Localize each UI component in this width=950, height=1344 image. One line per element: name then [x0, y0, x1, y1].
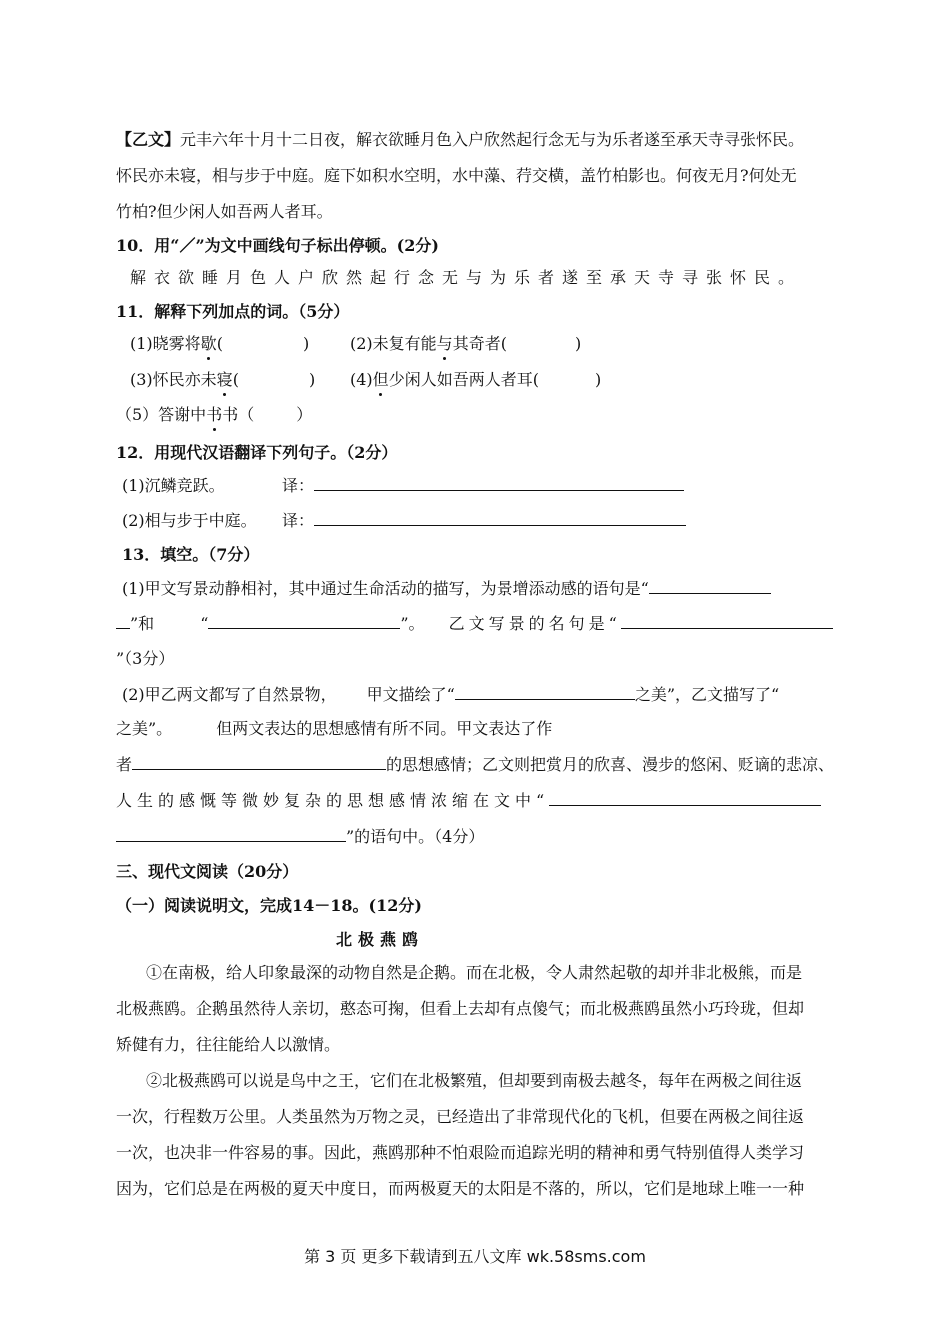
q11-item-3-close: )	[308, 370, 316, 389]
question-13-title: 13．填空。（7分）	[122, 545, 260, 564]
q11-item-1-dotted-word: 歇	[200, 334, 217, 353]
q12-yi-2: 译：	[282, 511, 315, 530]
q11-item-5-text: （5）答谢中	[116, 405, 207, 424]
article-p2-line4: 因为，它们总是在两极的夏天中度日，而两极夏天的太阳是不落的，所以，它们是地球上唯一一种	[116, 1179, 805, 1198]
q13-blank-1-cont[interactable]	[116, 613, 130, 629]
q13-blank-3[interactable]	[621, 613, 833, 629]
question-10-sentence: 解衣欲睡月色人户欣然起行念无与为乐者遂至承天寺寻张怀民。	[130, 268, 803, 287]
q13-part1-text-e: 乙文写景的名句是“	[448, 614, 621, 633]
q11-item-4-text: (4)	[350, 370, 373, 389]
q11-item-2-close: )	[574, 334, 582, 353]
q12-answer-line-2[interactable]	[314, 525, 686, 526]
q11-item-3	[130, 370, 315, 390]
article-title: 北极燕鸥	[336, 930, 425, 949]
article-p1-line3: 矫健有力，往往能给人以激情。	[116, 1035, 341, 1054]
q13-part2-text-a: (2)甲乙两文都写了自然景物，	[122, 685, 337, 704]
yiwen-line-3: 竹柏?但少闲人如吾两人者耳。	[116, 202, 333, 221]
q13-part1-quote-open: “	[200, 614, 209, 633]
article-p2-line2: 一次，行程数万公里。人类虽然为万物之灵，已经造出了非常现代化的飞机，但要在两极之间往返	[116, 1107, 805, 1126]
article-p2-line1: ②北极燕鸥可以说是鸟中之王，它们在北极繁殖，但却要到南极去越冬，每年在两极之间往返	[146, 1071, 803, 1090]
q12-sentence-1: (1)沉鳞竞跃。	[122, 476, 225, 495]
page-footer: 第 3 页 更多下载请到五八文库 wk.58sms.com	[304, 1247, 646, 1266]
q13-part1-and: ”和	[130, 614, 155, 633]
q13-part2-line4	[116, 790, 821, 811]
q13-blank-6[interactable]	[549, 790, 821, 806]
q13-part1-quote-close: ”。	[400, 614, 425, 633]
q11-item-5-dotted-word: 书	[206, 405, 223, 424]
yiwen-text-1: 元丰六年十月十二日夜，解衣欲睡月色入户欣然起行念无与为乐者遂至承天寺寻张怀民。	[180, 130, 805, 149]
q13-part2-text-f: 者	[116, 755, 133, 774]
q11-item-3-text: (3)怀民亦未	[130, 370, 217, 389]
q13-part2-line5	[116, 826, 484, 847]
q11-item-3-open: (	[232, 370, 239, 389]
q13-part2-text-c: 之美”，乙文描写了“	[634, 685, 780, 704]
q11-item-4-dotted-word: 但	[372, 370, 389, 389]
q13-part1-line2	[116, 613, 833, 634]
q13-blank-5[interactable]	[132, 754, 386, 770]
q11-item-5-open: 书（	[222, 405, 255, 424]
q11-item-5-close: ）	[296, 405, 313, 424]
q11-item-5	[116, 405, 312, 425]
q13-part2-text-i: ”的语句中。（4分）	[346, 827, 485, 846]
q13-part2-line3	[116, 754, 834, 775]
q12-yi-1: 译：	[282, 476, 315, 495]
q13-blank-4[interactable]	[455, 684, 635, 700]
q13-part2-text-e: 但两文表达的思想感情有所不同。甲文表达了作	[216, 719, 553, 738]
q11-item-4-open: 少闲人如吾两人者耳(	[388, 370, 539, 389]
q12-sentence-2: (2)相与步于中庭。	[122, 511, 257, 530]
q13-part1-text-a: (1)甲文写景动静相衬，其中通过生命活动的描写，为景增添动感的语句是“	[122, 579, 649, 598]
q11-item-1-close: )	[302, 334, 310, 353]
q13-part2-line1	[122, 684, 779, 705]
q11-item-2-text: (2)未复有能	[350, 334, 437, 353]
q13-part2-text-b: 甲文描绘了“	[366, 685, 455, 704]
q13-blank-1[interactable]	[649, 578, 771, 594]
q13-part2-text-g: 的思想感情；乙文则把赏月的欣喜、漫步的悠闲、贬谪的悲凉、	[386, 755, 835, 774]
q13-part1-line3: ”（3分）	[116, 649, 175, 668]
q11-item-1	[130, 334, 309, 354]
q11-item-1-open: (	[216, 334, 223, 353]
q13-blank-6-cont[interactable]	[116, 826, 346, 842]
article-p2-line3: 一次，也决非一件容易的事。因此，燕鸥那种不怕艰险而追踪光明的精神和勇气特别值得人类学习	[116, 1143, 805, 1162]
q13-part2-line2	[116, 719, 552, 739]
q13-part2-text-d: 之美”。	[116, 719, 173, 738]
q11-item-2-open: 其奇者(	[452, 334, 507, 353]
q11-item-2-dotted-word: 与	[436, 334, 453, 353]
yiwen-label: 【乙文】	[116, 130, 181, 149]
q11-item-2	[350, 334, 581, 354]
q11-item-4	[350, 370, 601, 390]
q11-item-4-close: )	[594, 370, 602, 389]
yiwen-line-2: 怀民亦未寝，相与步于中庭。庭下如积水空明，水中藻、荇交横，盖竹柏影也。何夜无月?何处无	[116, 166, 797, 185]
question-11-title: 11．解释下列加点的词。（5分）	[116, 302, 350, 321]
q12-answer-line-1[interactable]	[314, 490, 684, 491]
section-3-subtitle: （一）阅读说明文，完成14－18。(12分)	[116, 896, 422, 915]
question-10-title: 10．用“／”为文中画线句子标出停顿。(2分)	[116, 236, 439, 255]
q11-item-1-text: (1)晓雾将	[130, 334, 201, 353]
article-p1-line2: 北极燕鸥。企鹅虽然待人亲切，憨态可掬，但看上去却有点傻气；而北极燕鸥虽然小巧玲珑，但却	[116, 999, 805, 1018]
yiwen-line-1	[116, 130, 804, 150]
q13-blank-2[interactable]	[208, 613, 400, 629]
q11-item-3-dotted-word: 寝	[216, 370, 233, 389]
article-p1-line1: ①在南极，给人印象最深的动物自然是企鹅。而在北极，令人肃然起敬的却并非北极熊，而是	[146, 963, 803, 982]
q13-part2-text-h: 人生的感慨等微妙复杂的思想感情浓缩在文中“	[116, 791, 550, 810]
section-3-title: 三、现代文阅读（20分）	[116, 862, 299, 881]
q13-part1-line1	[122, 578, 771, 599]
question-12-title: 12．用现代汉语翻译下列句子。（2分）	[116, 443, 398, 462]
